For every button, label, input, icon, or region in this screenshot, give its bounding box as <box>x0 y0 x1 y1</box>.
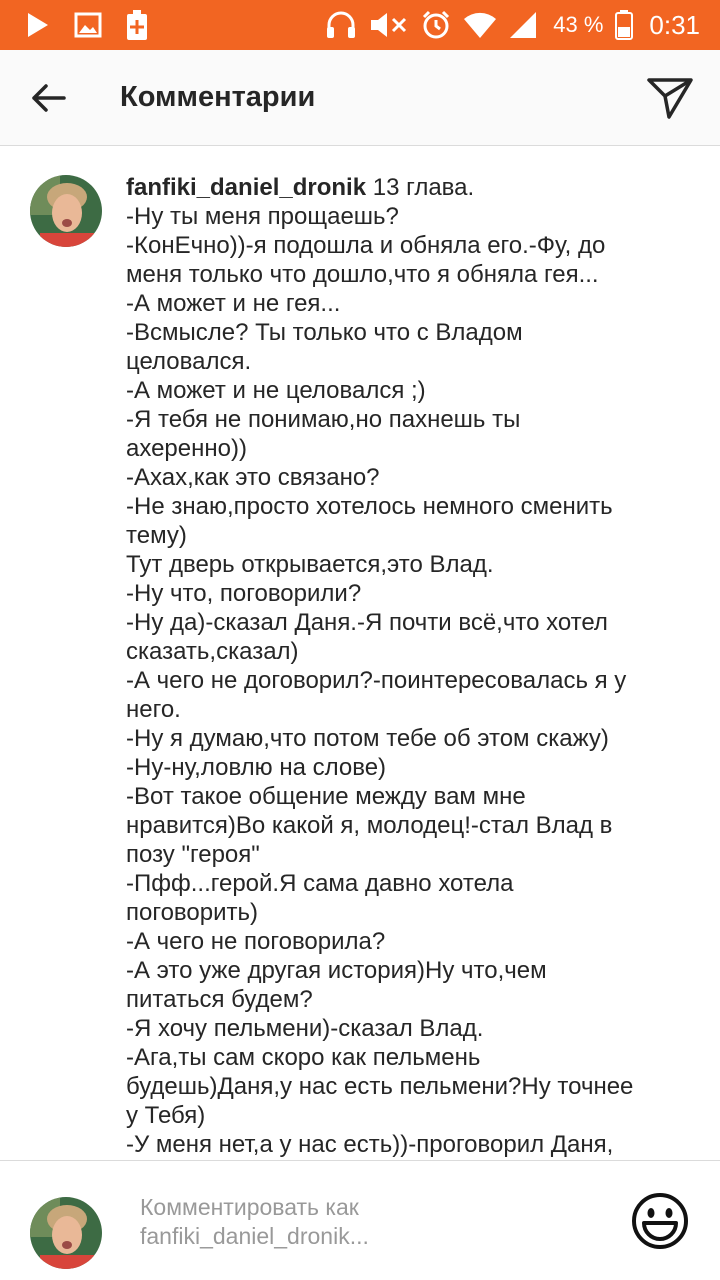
comment-line: -А может и не целовался ;) <box>126 377 426 404</box>
comment-line: -А это уже другая история)Ну что,чем <box>126 957 547 984</box>
direct-send-button[interactable] <box>640 68 700 128</box>
clock: 0:31 <box>649 9 700 40</box>
comment-line: -У меня нет,а у нас есть))-проговорил Даня, <box>126 1131 614 1158</box>
comment-line: питаться будем? <box>126 986 313 1013</box>
comment-line: ахеренно)) <box>126 435 247 462</box>
current-user-avatar <box>30 1197 102 1269</box>
comment-line: меня только что дошло,что я обняла гея... <box>126 261 599 288</box>
comment-line: -А чего не договорил?-поинтересовалась я у <box>126 667 627 694</box>
comment-line: -Вот такое общение между вам мне <box>126 783 526 810</box>
comment-line: -КонЕчно))-я подошла и обняла его.-Фу, до <box>126 232 606 259</box>
comment-thread <box>0 147 720 1159</box>
emoji-button[interactable] <box>630 1191 690 1251</box>
arrow-left-icon <box>30 83 66 113</box>
header-bar <box>0 50 720 146</box>
paper-plane-icon <box>647 77 693 119</box>
page-title: Комментарии <box>120 81 316 113</box>
comment-input[interactable]: Комментировать как fanfiki_daniel_dronik... <box>140 1194 369 1249</box>
comment-line: него. <box>126 696 181 723</box>
comment-line: -Ну что, поговорили? <box>126 580 362 607</box>
alarm-icon <box>421 10 451 40</box>
comment-compose-bar <box>0 1160 720 1280</box>
comment-line: -Я тебя не понимаю,но пахнешь ты <box>126 406 521 433</box>
comment-line: позу "героя" <box>126 841 260 868</box>
image-icon <box>74 12 102 38</box>
comment-line: у Тебя) <box>126 1102 206 1129</box>
headset-icon <box>325 11 357 39</box>
back-button[interactable] <box>18 68 78 128</box>
status-bar <box>0 0 720 50</box>
battery-percent: 43 % <box>553 12 604 37</box>
avatar[interactable] <box>30 175 102 247</box>
comment-line: -Ахах,как это связано? <box>126 464 380 491</box>
comment-text <box>126 173 696 1159</box>
comment-line: -Ага,ты сам скоро как пельмень <box>126 1044 481 1071</box>
play-icon <box>26 12 50 38</box>
comment-line: тему) <box>126 522 187 549</box>
comment-line: -Ну ты меня прощаешь? <box>126 203 399 230</box>
comment-line: нравится)Во какой я, молодец!-стал Влад в <box>126 812 613 839</box>
smiley-icon <box>630 1191 690 1251</box>
comment-line: -А чего не поговорила? <box>126 928 386 955</box>
comment-line: -Всмысле? Ты только что с Владом <box>126 319 523 346</box>
comment-line: поговорить) <box>126 899 258 926</box>
comment-line: -Я хочу пельмени)-сказал Влад. <box>126 1015 484 1042</box>
comment-username[interactable]: fanfiki_daniel_dronik <box>126 174 367 201</box>
comment-line: -Не знаю,просто хотелось немного сменить <box>126 493 613 520</box>
signal-icon <box>509 11 537 39</box>
mute-icon <box>369 11 409 39</box>
comment-line: -Ну-ну,ловлю на слове) <box>126 754 387 781</box>
comment-line: Тут дверь открывается,это Влад. <box>126 551 494 578</box>
comment-line: целовался. <box>126 348 252 375</box>
comment-line: -Пфф...герой.Я сама давно хотела <box>126 870 514 897</box>
battery-plus-icon <box>126 10 148 40</box>
wifi-icon <box>463 11 497 39</box>
comment-line: -Ну я думаю,что потом тебе об этом скажу) <box>126 725 609 752</box>
battery-icon <box>615 10 633 40</box>
comment-line: сказать,сказал) <box>126 638 299 665</box>
comment-first-line <box>126 173 696 202</box>
comment-line: -Ну да)-сказал Даня.-Я почти всё,что хотел <box>126 609 608 636</box>
comment-line: 13 глава. <box>366 174 475 201</box>
comment-line: -А может и не гея... <box>126 290 341 317</box>
comment-line: будешь)Даня,у нас есть пельмени?Ну точнее <box>126 1073 634 1100</box>
